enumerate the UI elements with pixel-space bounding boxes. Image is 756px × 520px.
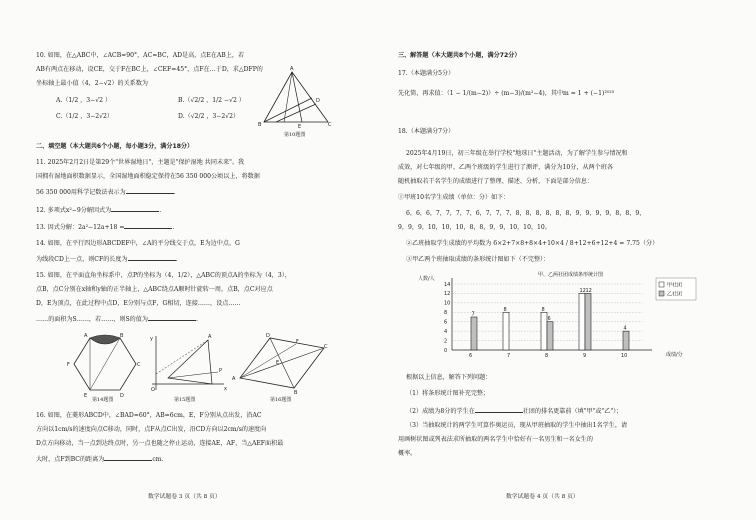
svg-text:A: A: [208, 334, 212, 340]
svg-text:E: E: [276, 360, 280, 366]
q18-sub3a: （3）当抽取统计的两学生可算作奥运员，现从甲班抽取的学生中抽出1名学生，请: [406, 422, 628, 429]
chart-x-tick-label: 7: [507, 353, 511, 359]
q18-sub3b: 用画树状图或列表法求所抽取的两名学生中恰好有一名男生和一名女生的: [398, 436, 593, 443]
svg-text:F: F: [67, 362, 70, 368]
q18-info1: ①甲班10名学生成绩（单位：分）如下：: [398, 194, 510, 201]
svg-text:B: B: [258, 122, 262, 128]
chart-bar: [471, 317, 477, 350]
q17-text: 先化简，再求值：（1 − 1/(m−2)）÷ (m−3)/(m²−4)，其中m = 1 + (−1)²⁰²⁵: [398, 90, 615, 97]
q11-line1: 11. 2025年2月2日是第29个"世界湿地日"，主题是"保护湿地 共同未来"。我: [36, 159, 245, 166]
svg-text:A: A: [232, 376, 236, 382]
q18-below: 根据以上信息，解答下列问题：: [406, 374, 492, 381]
chart-x-tick-label: 6: [469, 353, 473, 359]
svg-text:D: D: [120, 393, 124, 399]
svg-text:E: E: [298, 124, 302, 130]
q18-info3: ③甲乙两个班抽取成绩的条形统计图如下（不完整）：: [406, 256, 550, 263]
q10-line3: 坐标轴上最小值（4，2−√2）的关系数为: [36, 80, 149, 87]
q14-hexagon-figure: [67, 333, 141, 399]
q10-figure-caption: 第10题图: [284, 132, 306, 138]
q15-answer-blank[interactable]: [148, 314, 196, 321]
q17-heading: 17.（本题满分5分）: [398, 70, 455, 77]
q18-scores: 6，6，6，7，7，7，7，6，7，7，7，8，8，8，8，8，8，9，9，9，9，8，8，9，: [406, 210, 646, 217]
svg-text:x: x: [224, 386, 227, 392]
chart-bar: [585, 293, 591, 350]
q18-sub3c: 概率。: [398, 450, 417, 457]
svg-text:C: C: [324, 344, 328, 350]
q15-line2: 点B，点C分别在x轴和y轴的正半轴上，△ABC绕点A顺时针旋转一周，点B，点C对应点: [36, 286, 273, 293]
chart-y-tick-label: 4: [444, 328, 448, 335]
chart-data-label: 7: [471, 311, 475, 318]
chart-y-tick-label: 14: [444, 281, 451, 288]
chart-x-tick-label: 8: [545, 353, 549, 359]
q15-line4: ……的面积为S……，若……，则S的值为 .: [36, 316, 198, 323]
chart-y-tick-label: 2: [444, 338, 448, 345]
q13-line: 13. 因式分解：2a²−12a+18 = .: [36, 224, 175, 231]
section2-title: 二、填空题（本大题共6个小题，每小题3分，满分18分）: [36, 143, 194, 150]
q15-line1: 15. 如图，在平面直角坐标系中，点P的坐标为（4，1/2），△ABC的顶点A的坐标为（4，3），: [36, 272, 291, 279]
q15-figure-caption: 第15题图: [174, 397, 196, 403]
q18-sub1: （1）将条形统计图补充完整；: [406, 390, 490, 397]
chart-data-label: 8: [541, 306, 545, 313]
svg-text:O: O: [151, 387, 155, 393]
chart-bar: [579, 293, 585, 350]
q10-line2: AB有两点在移动，设CE，交于F在BC上，∠CEF=45°，点F在…于D，求△DFP的: [36, 66, 263, 73]
chart-data-label: 12: [585, 287, 592, 294]
chart-bar: [547, 322, 553, 350]
q16-line2: 方向以1cm/s的速度向点C移动，同时，点F从点C出发，沿CD方向以2cm/s的速度向: [36, 426, 267, 433]
svg-text:y: y: [150, 336, 153, 342]
q18-heading: 18.（本题满分7分）: [398, 128, 455, 135]
svg-text:E: E: [84, 393, 88, 399]
q14-line2: 为线段CD上一点，则CF的长度为 .: [36, 256, 178, 263]
chart-data-label: 6: [547, 316, 551, 323]
q18-line1: 2025年4月19日，初三年级在举行学校"地球日"主题活动，为了解学生参与情况和: [406, 150, 628, 157]
chart-x-tick-label: 10: [621, 353, 628, 359]
right-page-footer: 数学试题卷 4 页（共 8 页）: [506, 494, 579, 500]
svg-text:A: A: [84, 333, 88, 339]
svg-text:B: B: [294, 390, 298, 396]
q14-line1: 14. 如图，在平行四边形ABCDEF中，∠A的平分线交于点，E为边中点，G: [36, 240, 240, 247]
chart-legend-swatch: [659, 291, 664, 296]
q18-line2: 成效，对七年级的甲、乙两个班级的学生进行了测评，满分为10分，从两个班各: [398, 164, 613, 171]
q16-line3: D点方向移动，当一点到达终点时，另一点也随之停止运动，连接AE，AF，当△AEF面积最: [36, 440, 284, 447]
svg-text:F: F: [296, 339, 299, 345]
chart-data-label: 8: [503, 306, 507, 313]
chart-bar: [623, 331, 629, 350]
svg-text:A: A: [290, 66, 294, 72]
section3-title: 三、解答题（本大题共8个小题，满分72分）: [398, 52, 521, 59]
q10-option-d: D.（√2/2 ，3−2√2）: [178, 113, 240, 120]
q12-line: 12. 多项式x²−9分解因式为 .: [36, 207, 162, 214]
chart-y-tick-label: 6: [444, 319, 448, 326]
q11-line2: 国拥有湿地面积数据显示，全国湿地面积稳定保持在56 350 000公顷以上，将数据: [36, 173, 260, 180]
q18-mean-formula: 6×2+7×8+8×4+10×4 / 8+12+6+12+4 = 7.75（分）: [493, 240, 659, 247]
chart-data-label: 4: [623, 325, 627, 332]
chart-y-axis-label: 人数/人: [418, 276, 435, 282]
svg-text:D: D: [316, 98, 320, 104]
q11-answer-blank[interactable]: [126, 187, 174, 194]
chart-title: 甲、乙两社团成绩条形统计图: [538, 272, 604, 278]
chart-y-tick-label: 0: [444, 347, 448, 354]
q16-figure-caption: 第16题图: [270, 397, 292, 403]
q15-line3: D，E为顶点，在此过程中点D，E分别与点F，G相切，连接……，设点……: [36, 300, 241, 307]
q18-mean-line: ②乙班抽取学生成绩的平均数为 6×2+7×8+8×4+10×4 / 8+12+6+12+4 = 7.75（分）: [406, 240, 659, 247]
chart-legend-label: 乙社团: [667, 291, 683, 298]
q10-option-c: C.（1/2 ，3−2√2）: [56, 113, 114, 120]
left-page-footer: 数学试题卷 3 页（共 8 页）: [148, 494, 221, 500]
q13-answer-blank[interactable]: [124, 222, 172, 229]
chart-legend-label: 甲社团: [667, 282, 683, 289]
q16-line1: 16. 如图，在菱形ABCD中，∠BAD=60°，AB=6cm，E，F分别从点出发，沿AC: [36, 412, 262, 419]
q12-answer-blank[interactable]: [111, 205, 159, 212]
chart-y-tick-label: 8: [444, 310, 448, 317]
chart-y-tick-label: 10: [444, 300, 451, 307]
svg-text:C: C: [137, 362, 141, 368]
svg-text:D: D: [266, 333, 270, 339]
bar-chart: [418, 270, 718, 366]
chart-bar: [541, 312, 547, 350]
svg-text:P: P: [219, 368, 223, 374]
q10-triangle-figure: [258, 66, 332, 132]
svg-text:C: C: [328, 122, 332, 128]
q18-line3: 随机抽取若干名学生的成绩进行了整理、描述、分析，下面是部分信息：: [398, 178, 593, 185]
q16-answer-blank[interactable]: [104, 454, 152, 461]
chart-bar: [503, 312, 509, 350]
q14-answer-blank[interactable]: [128, 254, 176, 261]
svg-text:B: B: [120, 333, 124, 339]
q18-sub2-answer-blank[interactable]: [475, 406, 523, 413]
q15-coordinate-figure: [148, 334, 228, 394]
q18-scores2: 9，9，9，10，10，10，8，8，9，9，10，10，10。: [398, 224, 551, 231]
q18-sub2: （2）成绩为8分的学生在 社团的排名更靠前（填"甲"或"乙"）；: [406, 408, 623, 415]
q16-rhombus-figure: [232, 333, 328, 396]
chart-y-tick-label: 12: [444, 291, 451, 298]
right-page: [378, 0, 756, 520]
chart-x-axis-label: 成绩/分: [666, 352, 683, 358]
chart-x-tick-label: 9: [583, 353, 587, 359]
q16-line4: 大时，点F到BC的距离为 cm.: [36, 456, 164, 463]
q11-line3: 56 350 000用科学记数法表示为 .: [36, 189, 176, 196]
q10-option-b: B.（√2/2 ，1/2 −√2 ）: [178, 97, 245, 104]
q10-line1: 10. 如图，在△ABC中，∠ACB=90°，AC=BC，AD是高，点E在AB上，若: [36, 52, 245, 59]
chart-data-label: 12: [579, 287, 586, 294]
q14-figure-caption: 第14题图: [92, 397, 114, 403]
q10-option-a: A.（1/2 ，3−√2 ）: [56, 97, 112, 104]
chart-legend-swatch: [659, 282, 664, 287]
